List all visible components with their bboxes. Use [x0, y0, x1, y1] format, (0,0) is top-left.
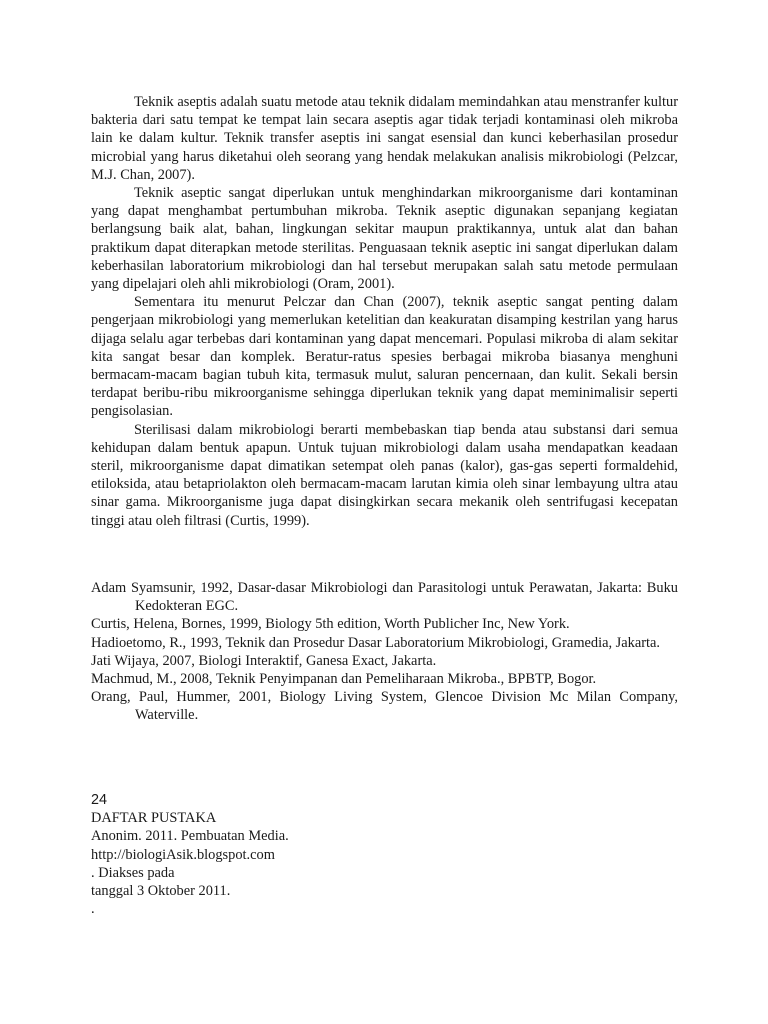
bibliography-url: http://biologiAsik.blogspot.com [91, 846, 275, 863]
reference-item: Adam Syamsunir, 1992, Dasar-dasar Mikrobiologi dan Parasitologi untuk Perawatan, Jakarta: Buku Kedokteran EGC. [91, 580, 678, 615]
body-text [91, 93, 678, 530]
bibliography-heading: DAFTAR PUSTAKA [91, 810, 217, 827]
footer-block [91, 791, 491, 918]
reference-item: Machmud, M., 2008, Teknik Penyimpanan dan Pemeliharaan Mikroba., BPBTP, Bogor. [91, 671, 597, 688]
reference-item: Hadioetomo, R., 1993, Teknik dan Prosedur Dasar Laboratorium Mikrobiologi, Gramedia, Jakarta. [91, 634, 661, 651]
page-number: 24 [91, 792, 108, 808]
bibliography-line: tanggal 3 Oktober 2011. [91, 883, 231, 900]
reference-item: Jati Wijaya, 2007, Biologi Interaktif, Ganesa Exact, Jakarta. [91, 652, 437, 669]
paragraph-aseptic-importance: Teknik aseptic sangat diperlukan untuk menghindarkan mikroorganisme dari kontaminan yang dapat menghambat pertumbuhan mikroba. Teknik aseptic digunakan sepanjang kegiatan berlangsung baik alat, bahan, lingkungan sekitar maupun praktikannya, untuk alat dan bahan praktikum dapat diterapkan metode sterilitas. Penguasaan teknik aseptic ini sangat diperlukan dalam keberhasilan laboratorium mikrobiologi dan hal tersebut merupakan salah satu metode permulaan yang dipelajari oleh ahli mikrobiologi (Oram, 2001). [91, 185, 678, 293]
paragraph-pelczar-chan: Sementara itu menurut Pelczar dan Chan (2007), teknik aseptic sangat penting dalam pengerjaan mikrobiologi yang memerlukan ketelitian dan keakuratan disamping kestrilan yang harus dijaga selalu agar terbebas dari kontaminan yang dapat mencemari. Populasi mikroba di alam sekitar kita sangat besar dan komplek. Beratur-ratus spesies berbagai mikroba biasanya menghuni bermacam-macam bagian tubuh kita, termasuk mulut, saluran pencernaan, dan kulit. Sekali bersin terdapat beribu-ribu mikroorganisme sehingga diperlukan teknik yang dapat meminimalisir seperti pengisolasian. [91, 294, 678, 420]
bibliography-line: . Diakses pada [91, 864, 175, 881]
bibliography-line: . [91, 901, 95, 918]
paragraph-sterilization: Sterilisasi dalam mikrobiologi berarti membebaskan tiap benda atau substansi dari semua kehidupan dalam bentuk apapun. Untuk tujuan mikrobiologi dalam usaha mendapatkan keadaan steril, mikroorganisme dapat dimatikan setempat oleh panas (kalor), gas-gas seperti formaldehid, etiloksida, atau betapriolakton oleh bermacam-macam larutan kimia oleh sinar lembayung ultra atau sinar gama. Mikroorganisme juga dapat disingkirkan secara mekanik oleh sentrifugasi kecepatan tinggi atau oleh filtrasi (Curtis, 1999). [91, 421, 678, 529]
paragraph-aseptic-definition: Teknik aseptis adalah suatu metode atau teknik didalam memindahkan atau menstranfer kultur bakteria dari satu tempat ke tempat lain secara aseptis agar tidak terjadi kontaminasi oleh mikroba lain ke dalam kultur. Teknik transfer aseptis ini sangat esensial dan kunci keberhasilan prosedur microbial yang harus diketahui oleh seorang yang hendak melakukan analisis mikrobiologi (Pelzcar, M.J. Chan, 2007). [91, 94, 678, 183]
bibliography-line: Anonim. 2011. Pembuatan Media. [91, 828, 289, 845]
reference-list [91, 579, 678, 725]
reference-item: Curtis, Helena, Bornes, 1999, Biology 5th edition, Worth Publicher Inc, New York. [91, 616, 570, 633]
reference-item: Orang, Paul, Hummer, 2001, Biology Living System, Glencoe Division Mc Milan Company, Waterville. [91, 689, 678, 724]
